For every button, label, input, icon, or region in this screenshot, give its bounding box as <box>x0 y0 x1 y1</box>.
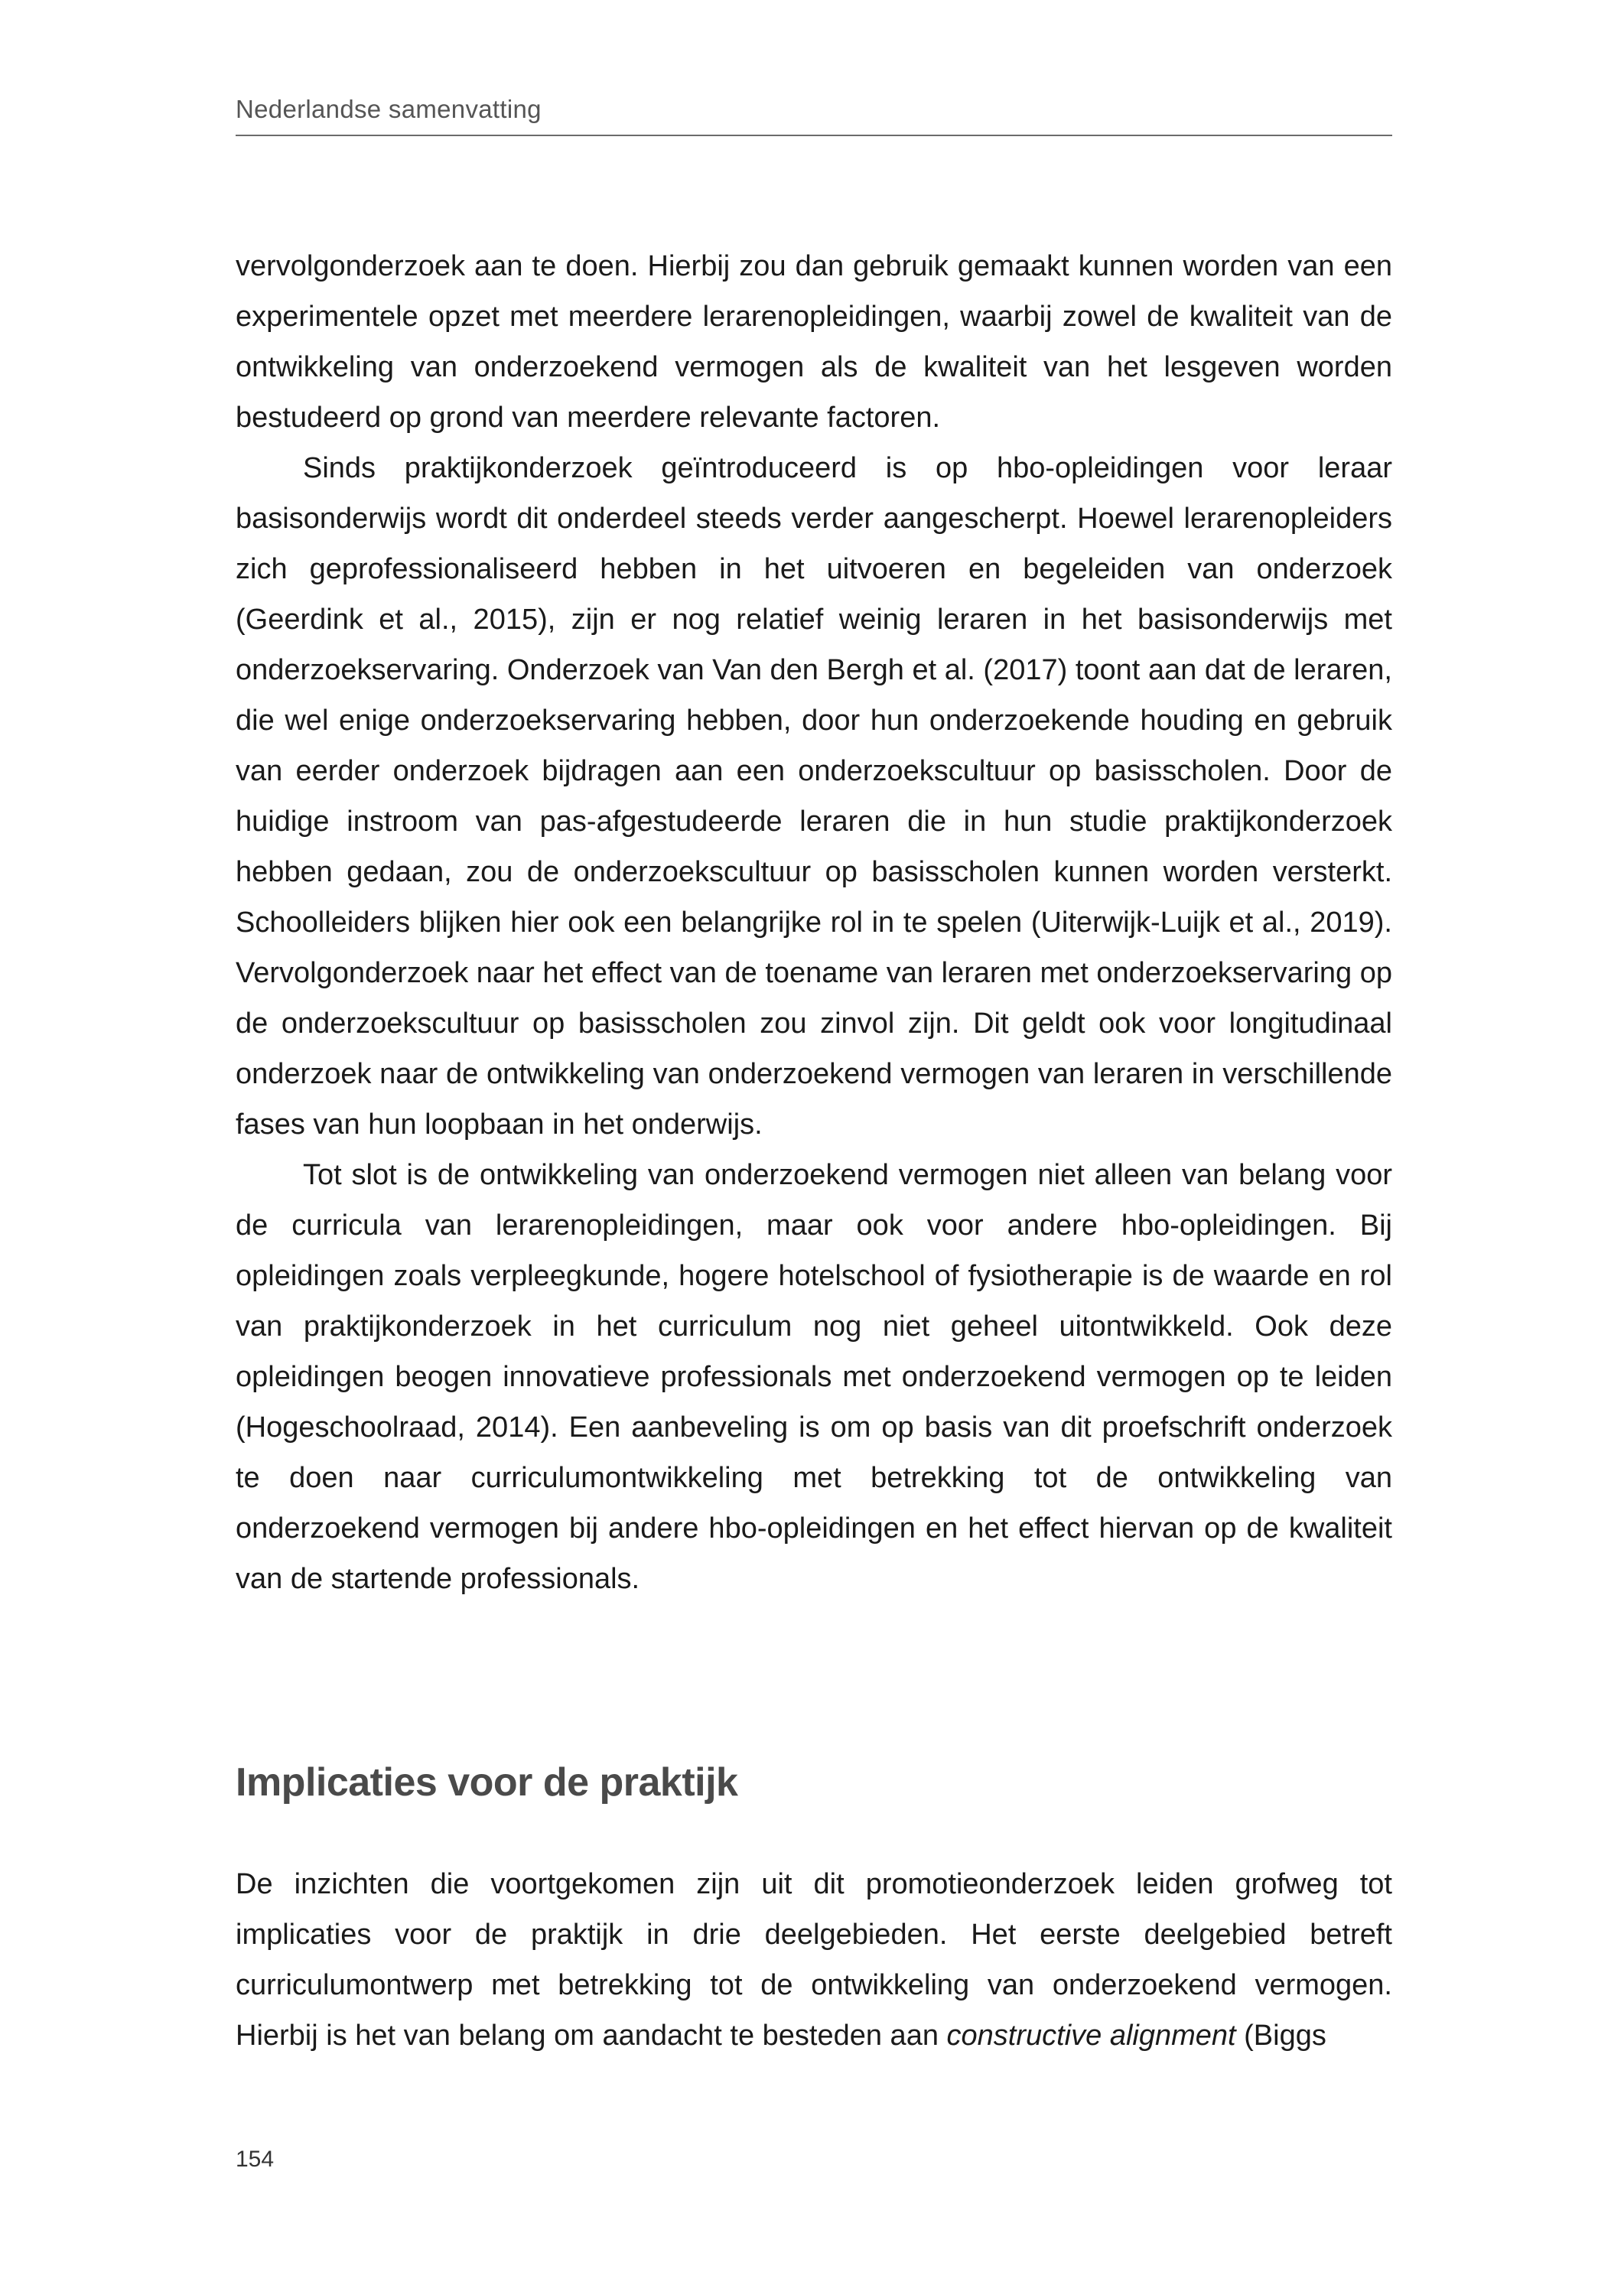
section-body <box>236 1859 1392 2061</box>
emphasis-constructive-alignment: constructive alignment <box>946 2020 1236 2052</box>
paragraph-implicaties-start: De inzichten die voortgekomen zijn uit dit promotieonderzoek leiden grofweg tot implicaties voor de praktijk in drie deelgebieden. Het eerste deelgebied betreft curriculumontwerp met betrekking tot de ontwikkeling van onderzoekend vermogen. Hierbij is het van belang om aandacht te besteden aan <box>236 1868 1392 2052</box>
paragraph-praktijkonderzoek: Sinds praktijkonderzoek geïntroduceerd is op hbo-opleidingen voor leraar basisonderwijs wordt dit onderdeel steeds verder aangescherpt. Hoewel lerarenopleiders zich geprofessionaliseerd hebben in het uitvoeren en begeleiden van onderzoek (Geerdink et al., 2015), zijn er nog relatief weinig leraren in het basisonderwijs met onderzoekservaring. Onderzoek van Van den Bergh et al. (2017) toont aan dat de leraren, die wel enige onderzoekservaring hebben, door hun onderzoekende houding en gebruik van eerder onderzoek bijdragen aan een onderzoekscultuur op basisscholen. Door de huidige instroom van pas-afgestudeerde leraren die in hun studie praktijkonderzoek hebben gedaan, zou de onderzoekscultuur op basisscholen kunnen worden versterkt. Schoolleiders blijken hier ook een belangrijke rol in te spelen (Uiterwijk-Luijk et al., 2019). Vervolgonderzoek naar het effect van de toename van leraren met onderzoekservaring op de onderzoekscultuur op basisscholen zou zinvol zijn. Dit geldt ook voor longitudinaal onderzoek naar de ontwikkeling van onderzoekend vermogen van leraren in verschillende fases van hun loopbaan in het onderwijs. <box>236 452 1392 1141</box>
paragraph-implicaties-end: (Biggs <box>1235 2020 1326 2052</box>
running-header <box>236 90 1392 136</box>
body-text <box>236 241 1392 1604</box>
running-header-title: Nederlandse samenvatting <box>236 95 542 123</box>
paragraph-implicaties <box>236 1859 1392 2061</box>
paragraph-tot-slot: Tot slot is de ontwikkeling van onderzoekend vermogen niet alleen van belang voor de curricula van lerarenopleidingen, maar ook voor andere hbo-opleidingen. Bij opleidingen zoals verpleegkunde, hogere hotelschool of fysiotherapie is de waarde en rol van praktijkonderzoek in het curriculum nog niet geheel uitontwikkeld. Ook deze opleidingen beogen innovatieve professionals met onderzoekend vermogen op te leiden (Hogeschoolraad, 2014). Een aanbeveling is om op basis van dit proefschrift onderzoek te doen naar curriculumontwikkeling met betrekking tot de ontwikkeling van onderzoekend vermogen bij andere hbo-opleidingen en het effect hiervan op de kwaliteit van de startende professionals. <box>236 1159 1392 1595</box>
paragraph-continuation: vervolgonderzoek aan te doen. Hierbij zou dan gebruik gemaakt kunnen worden van een experimentele opzet met meerdere lerarenopleidingen, waarbij zowel de kwaliteit van de ontwikkeling van onderzoekend vermogen als de kwaliteit van het lesgeven worden bestudeerd op grond van meerdere relevante factoren. <box>236 250 1392 434</box>
section-heading: Implicaties voor de praktijk <box>236 1760 738 1805</box>
page-number: 154 <box>236 2147 275 2172</box>
